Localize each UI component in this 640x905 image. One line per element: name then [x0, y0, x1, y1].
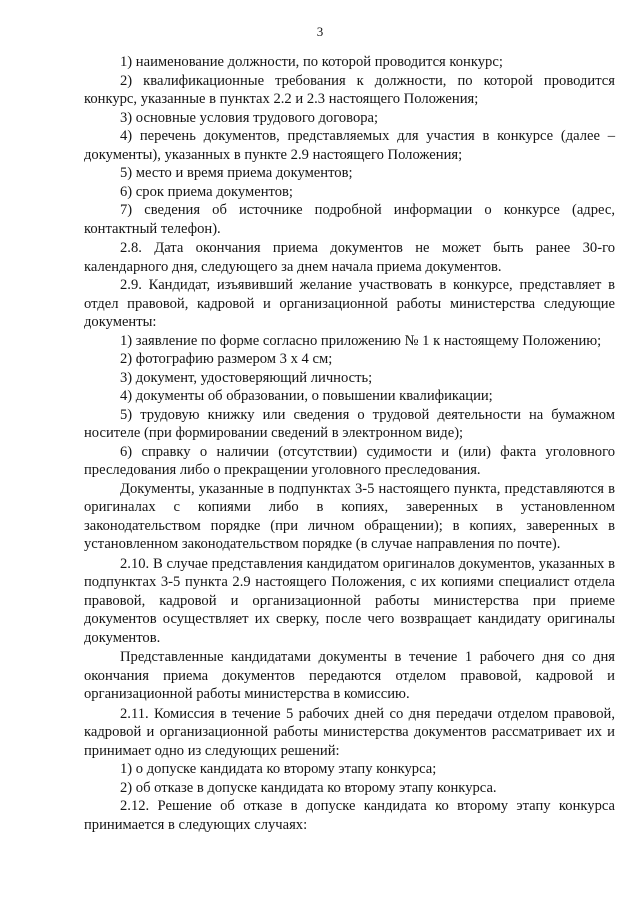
paragraph-item-3: 3) основные условия трудового договора; [120, 109, 379, 126]
paragraph-item-4: 4) перечень документов, представляемых для участия в конкурсе (далее – документы), указанных в пункте 2.9 настоящего Положения; [84, 128, 615, 163]
paragraph-2-11: 2.11. Комиссия в течение 5 рабочих дней со дня передачи отделом правовой, кадровой и организационной работы министерства документов рассматривает их и принимает одно из следующих решений: [84, 705, 615, 759]
paragraph-doc-5: 5) трудовую книжку или сведения о трудовой деятельности на бумажном носителе (при формировании сведений в электронном виде); [84, 406, 615, 441]
paragraph-doc-2: 2) фотографию размером 3 х 4 см; [120, 351, 333, 367]
paragraph-2-12: 2.12. Решение об отказе в допуске кандидата ко второму этапу конкурса принимается в следующих случаях: [84, 798, 615, 833]
paragraph-documents-copies: Документы, указанные в подпунктах 3-5 настоящего пункта, представляются в оригиналах с копиями либо в копиях, заверенных в установленном законодательством порядке (при личном обращении); в копиях, заверенных в установленном законодательством порядке (в случае направления по почте). [84, 480, 615, 552]
paragraph-2-8: 2.8. Дата окончания приема документов не может быть ранее 30-го календарного дня, следующего за днем начала приема документов. [84, 240, 615, 275]
paragraph-doc-3: 3) документ, удостоверяющий личность; [120, 369, 373, 386]
paragraph-item-7: 7) сведения об источнике подробной информации о конкурсе (адрес, контактный телефон). [84, 202, 615, 237]
paragraph-decision-1: 1) о допуске кандидата ко второму этапу конкурса; [120, 761, 437, 777]
paragraph-decision-2: 2) об отказе в допуске кандидата ко второму этапу конкурса. [120, 779, 497, 796]
paragraph-2-10: 2.10. В случае представления кандидатом оригиналов документов, указанных в подпунктах 3-5 пункта 2.9 настоящего Положения, с их копиями специалист отдела правовой, кадровой и организационной работы министерства при приеме документов осуществляет их сверку, после чего возвращает кандидату оригиналы документов. [84, 555, 615, 646]
paragraph-doc-6: 6) справку о наличии (отсутствии) судимости и (или) факта уголовного преследования либо о прекращении уголовного преследования. [84, 443, 615, 478]
paragraph-item-1: 1) наименование должности, по которой проводится конкурс; [120, 54, 503, 70]
paragraph-item-5: 5) место и время приема документов; [120, 165, 353, 181]
paragraph-doc-1: 1) заявление по форме согласно приложению № 1 к настоящему Положению; [120, 332, 602, 349]
paragraph-item-2: 2) квалификационные требования к должности, по которой проводится конкурс, указанные в пунктах 2.2 и 2.3 настоящего Положения; [84, 72, 615, 107]
paragraph-submitted-documents: Представленные кандидатами документы в течение 1 рабочего дня со дня окончания приема документов передаются отделом правовой, кадровой и организационной работы министерства в комиссию. [84, 649, 615, 702]
paragraph-2-9: 2.9. Кандидат, изъявивший желание участвовать в конкурсе, представляет в отдел правовой, кадровой и организационной работы министерства следующие документы: [84, 277, 615, 330]
paragraph-item-6: 6) срок приема документов; [120, 183, 293, 200]
page-number: 3 [316, 24, 324, 39]
document-body [84, 53, 615, 834]
paragraph-doc-4: 4) документы об образовании, о повышении квалификации; [120, 388, 493, 404]
